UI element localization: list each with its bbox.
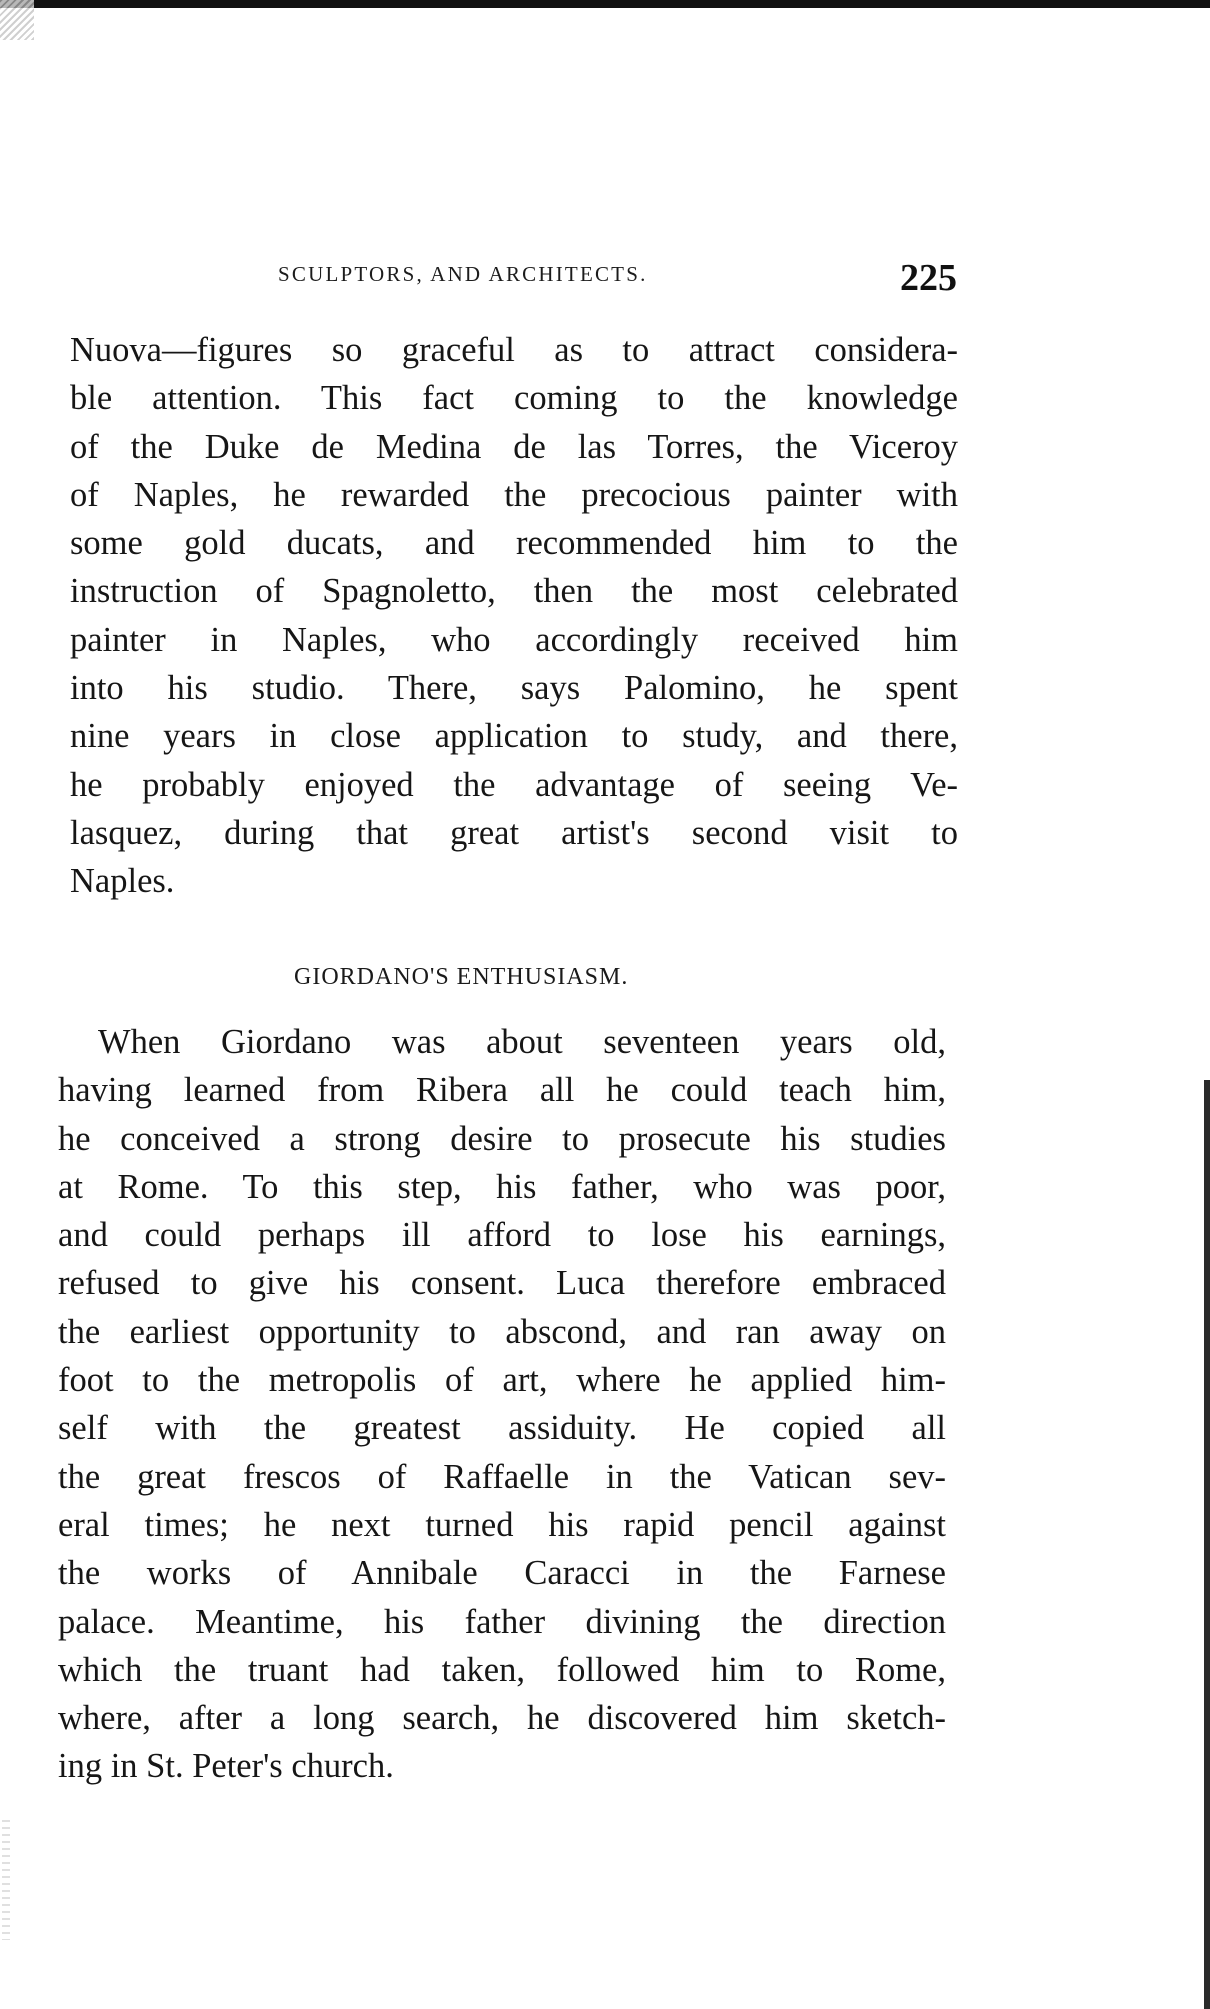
text-line: ble attention. This fact coming to the knowledge [70,379,958,418]
text-line: ing in St. Peter's church. [58,1747,394,1786]
section-heading: GIORDANO'S ENTHUSIASM. [294,964,629,990]
text-line: foot to the metropolis of art, where he applied him- [58,1361,946,1400]
text-line: instruction of Spagnoletto, then the most celebrated [70,572,958,611]
scan-corner-artifact [0,0,34,40]
text-line: Nuova—figures so graceful as to attract considera- [70,331,958,369]
text-line: painter in Naples, who accordingly received him [70,620,958,659]
text-line: the earliest opportunity to abscond, and ran away on [58,1312,946,1351]
page-binding-edge [1204,1080,1210,2009]
text-line: refused to give his consent. Luca therefore embraced [58,1264,946,1303]
text-line: and could perhaps ill afford to lose his earnings, [58,1216,946,1255]
text-line: which the truant had taken, followed him to Rome, [58,1650,946,1689]
text-line: having learned from Ribera all he could teach him, [58,1071,946,1110]
text-line: nine years in close application to study, and there, [70,717,958,756]
text-line: of the Duke de Medina de las Torres, the Viceroy [70,427,958,466]
text-line: self with the greatest assiduity. He copied all [58,1409,946,1448]
text-line: Naples. [70,862,175,901]
paragraph-2 [58,1018,946,1791]
text-line: he probably enjoyed the advantage of seeing Ve- [70,765,958,804]
scan-margin-artifact [2,1820,10,1940]
text-line: where, after a long search, he discovered him sketch- [58,1699,946,1738]
text-line: into his studio. There, says Palomino, he spent [70,669,958,708]
text-line: he conceived a strong desire to prosecute his studies [58,1119,946,1158]
text-line: the works of Annibale Caracci in the Farnese [58,1554,946,1593]
running-head: SCULPTORS, AND ARCHITECTS. [278,262,648,286]
text-line: of Naples, he rewarded the precocious painter with [70,475,958,514]
text-line: some gold ducats, and recommended him to the [70,524,958,563]
text-line: lasquez, during that great artist's second visit to [70,813,958,852]
text-line: at Rome. To this step, his father, who was poor, [58,1167,946,1206]
text-line: palace. Meantime, his father divining the direction [58,1602,946,1641]
paragraph-1 [70,326,958,906]
page-number: 225 [900,257,957,299]
text-line: When Giordano was about seventeen years old, [98,1023,946,1061]
text-line: eral times; he next turned his rapid pencil against [58,1505,946,1544]
page-top-edge [0,0,1210,8]
text-line: the great frescos of Raffaelle in the Vatican sev- [58,1457,946,1496]
